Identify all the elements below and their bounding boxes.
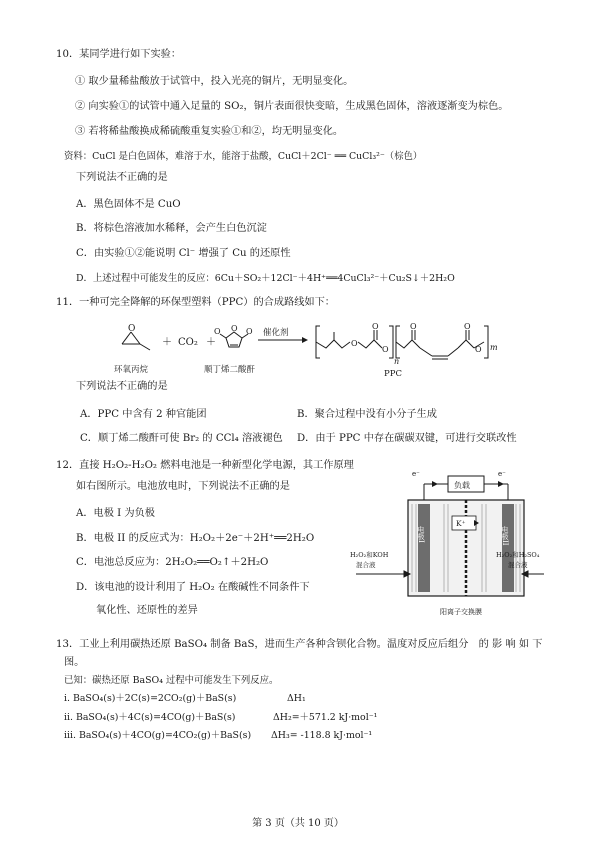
svg-text:O: O bbox=[475, 345, 482, 354]
label-epoxide: 环氧丙烷 bbox=[114, 365, 149, 375]
q13-reaction-1: ⅰ. BaSO₄(s)＋2C(s)=2CO₂(g)＋BaS(s) bbox=[64, 693, 237, 704]
subscript-n: n bbox=[394, 357, 400, 366]
plus-sign-2: ＋ bbox=[206, 337, 216, 348]
q13-stem-line2: 图。 bbox=[64, 657, 85, 668]
q13-known: 已知：碳热还原 BaSO₄ 过程中可能发生下列反应。 bbox=[64, 675, 279, 686]
maleic-anhydride-structure bbox=[214, 324, 253, 347]
q12-option-d: D．该电池的设计利用了 H₂O₂ 在酸碱性不同条件下 bbox=[76, 582, 310, 593]
svg-text:O: O bbox=[214, 327, 221, 336]
svg-text:O: O bbox=[372, 322, 379, 331]
svg-text:O: O bbox=[351, 339, 358, 348]
right-solution-line2: 混合液 bbox=[508, 561, 528, 569]
svg-text:O: O bbox=[410, 322, 417, 331]
q11-option-d: D．由于 PPC 中存在碳碳双键，可进行交联改性 bbox=[297, 433, 517, 444]
electrode-2 bbox=[502, 504, 514, 592]
co2-label: CO₂ bbox=[178, 337, 198, 348]
q12-stem-line2: 如右图所示。电池放电时，下列说法不正确的是 bbox=[76, 481, 290, 492]
electron-left-label: e⁻ bbox=[412, 470, 420, 478]
svg-text:O: O bbox=[382, 345, 389, 354]
fuel-cell-diagram bbox=[348, 466, 548, 626]
electron-arrow-left bbox=[432, 481, 438, 487]
electrode-1-label: 电极I bbox=[417, 526, 425, 543]
ppc-structure bbox=[316, 322, 488, 359]
q10-info: 资料：CuCl 是白色固体，难溶于水，能溶于盐酸，CuCl＋2Cl⁻ ══ CuCl₃²⁻（棕色） bbox=[64, 151, 423, 162]
catalyst-label: 催化剂 bbox=[263, 328, 289, 338]
right-solution-line1: H₂O₂和H₂SO₄ bbox=[496, 551, 540, 559]
electrode-1 bbox=[418, 504, 430, 592]
q11-option-a: A．PPC 中含有 2 种官能团 bbox=[80, 409, 207, 420]
label-anhydride: 顺丁烯二酸酐 bbox=[204, 365, 256, 375]
svg-text:O: O bbox=[231, 324, 238, 333]
subscript-m: m bbox=[490, 343, 498, 352]
q13-reaction-2: ⅱ. BaSO₄(s)＋4C(s)=4CO(g)＋BaS(s) bbox=[64, 712, 236, 723]
q10-step-2: ② 向实验①的试管中通入足量的 SO₂，铜片表面很快变暗，生成黑色固体，溶液逐渐变为棕色。 bbox=[75, 101, 509, 112]
membrane-label: 阳离子交换膜 bbox=[440, 608, 482, 616]
left-solution-line1: H₂O₂和KOH bbox=[350, 551, 389, 559]
svg-text:O: O bbox=[464, 322, 471, 331]
q12-stem-line1: 12．直接 H₂O₂-H₂O₂ 燃料电池是一种新型化学电源，其工作原理 bbox=[56, 460, 354, 471]
q11-stem: 11．一种可完全降解的环保型塑料（PPC）的合成路线如下： bbox=[56, 297, 335, 308]
q10-option-c: C．由实验①②能说明 Cl⁻ 增强了 Cu 的还原性 bbox=[76, 248, 291, 259]
q11-ask: 下列说法不正确的是 bbox=[76, 381, 168, 392]
q13-reaction-3-dh: ΔH₃= -118.8 kJ·mol⁻¹ bbox=[271, 730, 373, 741]
q13-reaction-3: ⅲ. BaSO₄(s)＋4CO(g)=4CO₂(g)＋BaS(s) bbox=[64, 730, 252, 741]
epoxide-structure bbox=[122, 324, 150, 350]
q10-ask: 下列说法不正确的是 bbox=[76, 172, 168, 183]
q13-stem-line1: 13．工业上利用碳热还原 BaSO₄ 制备 BaS，进而生产各种含钡化合物。温度对反应后组分 的 影 响 如 下 bbox=[56, 639, 543, 650]
electrode-2-label: 电极II bbox=[501, 526, 509, 546]
q12-option-a: A．电极 I 为负极 bbox=[76, 508, 155, 519]
q10-option-b: B．将棕色溶液加水稀释，会产生白色沉淀 bbox=[76, 223, 267, 234]
q11-option-c: C．顺丁烯二酸酐可使 Br₂ 的 CCl₄ 溶液褪色 bbox=[80, 433, 283, 444]
load-label: 负载 bbox=[454, 481, 470, 490]
q10-step-1: ① 取少量稀盐酸放于试管中，投入光亮的铜片，无明显变化。 bbox=[75, 76, 354, 87]
ppc-synthesis-scheme bbox=[100, 318, 520, 380]
electron-right-label: e⁻ bbox=[498, 470, 506, 478]
electron-arrow-right bbox=[498, 481, 504, 487]
left-solution-line2: 混合液 bbox=[356, 561, 376, 569]
q12-option-c: C．电池总反应为：2H₂O₂══O₂↑＋2H₂O bbox=[76, 557, 269, 568]
q13-reaction-1-dh: ΔH₁ bbox=[287, 693, 306, 704]
q12-option-d-cont: 氧化性、还原性的差异 bbox=[96, 605, 198, 616]
plus-sign-1: ＋ bbox=[162, 337, 172, 348]
ion-label: K⁺ bbox=[456, 519, 466, 528]
q10-step-3: ③ 若将稀盐酸换成稀硫酸重复实验①和②，均无明显变化。 bbox=[75, 126, 344, 137]
svg-text:O: O bbox=[128, 324, 136, 334]
label-ppc: PPC bbox=[384, 369, 402, 379]
page-footer: 第 3 页（共 10 页） bbox=[252, 818, 344, 829]
svg-text:O: O bbox=[246, 327, 253, 336]
q12-option-b: B．电极 II 的反应式为：H₂O₂＋2e⁻＋2H⁺══2H₂O bbox=[76, 533, 315, 544]
q11-option-b: B．聚合过程中没有小分子生成 bbox=[297, 409, 437, 420]
q10-option-d: D．上述过程中可能发生的反应：6Cu＋SO₂＋12Cl⁻＋4H⁺══4CuCl₃²⁻＋Cu₂S↓＋2H₂O bbox=[76, 273, 455, 284]
q10-stem: 10．某同学进行如下实验： bbox=[56, 49, 182, 60]
q13-reaction-2-dh: ΔH₂=＋571.2 kJ·mol⁻¹ bbox=[273, 712, 378, 723]
q10-option-a: A．黑色固体不是 CuO bbox=[76, 199, 181, 210]
